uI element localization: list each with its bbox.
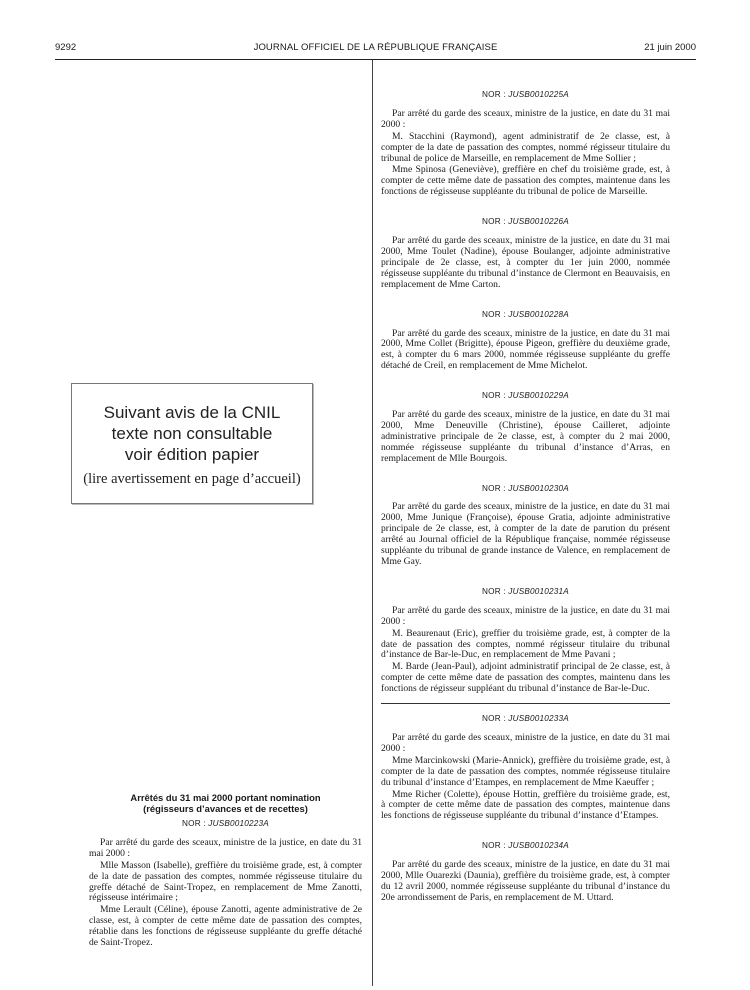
paragraph: Par arrêté du garde des sceaux, ministre de la justice, en date du 31 mai 2000, Mme Deneuville (Christine), épouse Cailleret, adjointe administrative principale de 2e classe, est, à compter du 2 mai 2000, nommée régisseuse suppléante du tribunal d’instance d’Arras, en remplacement de Mlle Bourgois. bbox=[381, 409, 670, 464]
paragraph: Par arrêté du garde des sceaux, ministre de la justice, en date du 31 mai 2000, Mlle Ouarezki (Daunia), greffière du troisième grade, est, à compter du 12 avril 2000, nommée régisseuse suppléante du tribunal d’instance du 20e arrondissement de Paris, en remplacement de M. Uttard. bbox=[381, 859, 670, 903]
nor-reference: NOR : JUSB0010225A bbox=[482, 90, 569, 99]
nor-reference: NOR : JUSB0010226A bbox=[482, 217, 569, 227]
decree-section bbox=[381, 484, 670, 568]
heading-line: (régisseurs d’avances et de recettes) bbox=[143, 802, 308, 814]
nor-code: JUSB0010231A bbox=[508, 586, 569, 596]
paragraph: Par arrêté du garde des sceaux, ministre de la justice, en date du 31 mai 2000 : bbox=[381, 604, 670, 627]
decree-section bbox=[381, 587, 670, 695]
notice-line: texte non consultable bbox=[111, 424, 273, 443]
decree-section bbox=[381, 714, 670, 822]
nor-code: JUSB0010228A bbox=[508, 309, 569, 319]
decree-section bbox=[381, 841, 670, 904]
decree-section bbox=[381, 310, 670, 373]
nor-reference: NOR : JUSB0010229A bbox=[482, 391, 569, 401]
decree-section bbox=[381, 391, 670, 464]
notice-line: voir édition papier bbox=[124, 445, 260, 464]
paragraph: Par arrêté du garde des sceaux, ministre de la justice, en date du 31 mai 2000, Mme Toulet (Nadine), épouse Boulanger, adjointe administrative principale de 2e classe, est, à compter du 1er juin 2000, nommée régisseuse suppléante du tribunal d’instance de Clermont en Beauvaisis, en remplacement de Mme Carton. bbox=[381, 235, 670, 290]
column-divider bbox=[372, 60, 373, 986]
decree-section bbox=[381, 90, 670, 198]
notice-line: Suivant avis de la CNIL bbox=[103, 403, 281, 422]
paragraph: Par arrêté du garde des sceaux, ministre de la justice, en date du 31 mai 2000 : bbox=[89, 836, 362, 859]
cnil-notice-box bbox=[71, 383, 313, 504]
nor-reference: NOR : JUSB0010228A bbox=[482, 309, 569, 319]
paragraph: Par arrêté du garde des sceaux, ministre de la justice, en date du 31 mai 2000, Mme Collet (Brigitte), épouse Pigeon, greffière du deuxième grade, est, à compter du 6 mars 2000, nommée régisseuse suppléante du greffe détaché de Creil, en remplacement de Mme Michelot. bbox=[381, 327, 670, 372]
nor-code: JUSB0010234A bbox=[508, 841, 569, 851]
nor-code: JUSB0010229A bbox=[508, 391, 569, 401]
nor-code: JUSB0010233A bbox=[508, 714, 569, 724]
nor-reference: NOR : JUSB0010230A bbox=[482, 483, 569, 493]
nor-code: JUSB0010226A bbox=[508, 217, 569, 227]
section-heading bbox=[89, 793, 362, 814]
paragraph: Mme Marcinkowski (Marie-Annick), greffière du troisième grade, est, à compter de la date de passation des comptes, nommée régisseuse titulaire du tribunal d’instance d’Etampes, en remplacement de Mme Kaeuffer ; bbox=[381, 754, 670, 788]
paragraph: M. Barde (Jean-Paul), adjoint administratif principal de 2e classe, est, à compter de cette même date de passation des comptes, maintenu dans les fonctions de régisseur suppléant du tribunal d’instance de Bar-le-Duc. bbox=[381, 661, 670, 695]
decree-section bbox=[381, 217, 670, 290]
journal-title: JOURNAL OFFICIEL DE LA RÉPUBLIQUE FRANÇAISE bbox=[253, 42, 498, 53]
nor-code: JUSB0010225A bbox=[508, 90, 569, 99]
section-rule bbox=[381, 703, 670, 704]
paragraph: Mme Lerault (Céline), épouse Zanotti, agente administrative de 2e classe, est, à compter de cette même date de passation des comptes, rétablie dans les fonctions de régisseuse suppléante du greffe détaché de Saint-Tropez. bbox=[89, 904, 362, 949]
page-header bbox=[55, 42, 696, 56]
nor-code: JUSB0010230A bbox=[508, 483, 569, 493]
paragraph: Mme Spinosa (Geneviève), greffière en chef du troisième grade, est, à compter de cette même date de passation des comptes, maintenue dans les fonctions de régisseuse suppléante du tribunal de police de Marseille. bbox=[381, 164, 670, 198]
left-column bbox=[89, 793, 362, 949]
nor-reference: NOR : JUSB0010223A bbox=[182, 819, 269, 828]
header-rule bbox=[55, 59, 696, 60]
paragraph: Mlle Masson (Isabelle), greffière du troisième grade, est, à compter de la date de passation des comptes, nommée régisseuse titulaire du greffe détaché de Saint-Tropez, en remplacement de Mme Zanotti, régisseuse intérimaire ; bbox=[89, 859, 362, 904]
heading-line: Arrêtés du 31 mai 2000 portant nomination bbox=[130, 792, 321, 803]
nor-reference: NOR : JUSB0010234A bbox=[482, 841, 569, 851]
nor-reference: NOR : JUSB0010231A bbox=[482, 586, 569, 596]
paragraph: Mme Richer (Colette), épouse Hottin, greffière du troisième grade, est, à compter de cette même date de passation des comptes, maintenue dans les fonctions de régisseuse suppléante du tribunal d’instance d’Etampes. bbox=[381, 788, 670, 822]
nor-code: JUSB0010223A bbox=[208, 819, 269, 828]
paragraph: Par arrêté du garde des sceaux, ministre de la justice, en date du 31 mai 2000, Mme Junique (Françoise), épouse Gratia, adjointe administrative principale de 2e classe, est, à compter de la date de parution du présent arrêté au Journal officiel de la République française, nommée régisseuse suppléante du tribunal de grande instance de Valence, en remplacement de Mme Gay. bbox=[381, 501, 670, 567]
page-number: 9292 bbox=[55, 42, 77, 53]
issue-date: 21 juin 2000 bbox=[644, 42, 696, 53]
paragraph: M. Beaurenaut (Eric), greffier du troisième grade, est, à compter de la date de passation des comptes, nommé régisseur titulaire du tribunal d’instance de Bar-le-Duc, en remplacement de Mme Pavani ; bbox=[381, 627, 670, 661]
nor-reference: NOR : JUSB0010233A bbox=[482, 714, 569, 724]
paragraph: M. Stacchini (Raymond), agent administratif de 2e classe, est, à compter de la date de passation des comptes, nommé régisseur titulaire du tribunal de police de Marseille, en remplacement de Mme Sollier ; bbox=[381, 130, 670, 164]
paragraph: Par arrêté du garde des sceaux, ministre de la justice, en date du 31 mai 2000 : bbox=[381, 731, 670, 754]
notice-footnote: (lire avertissement en page d’accueil) bbox=[83, 471, 301, 487]
right-column bbox=[381, 90, 670, 904]
paragraph: Par arrêté du garde des sceaux, ministre de la justice, en date du 31 mai 2000 : bbox=[381, 107, 670, 130]
cnil-notice-text bbox=[72, 384, 312, 465]
